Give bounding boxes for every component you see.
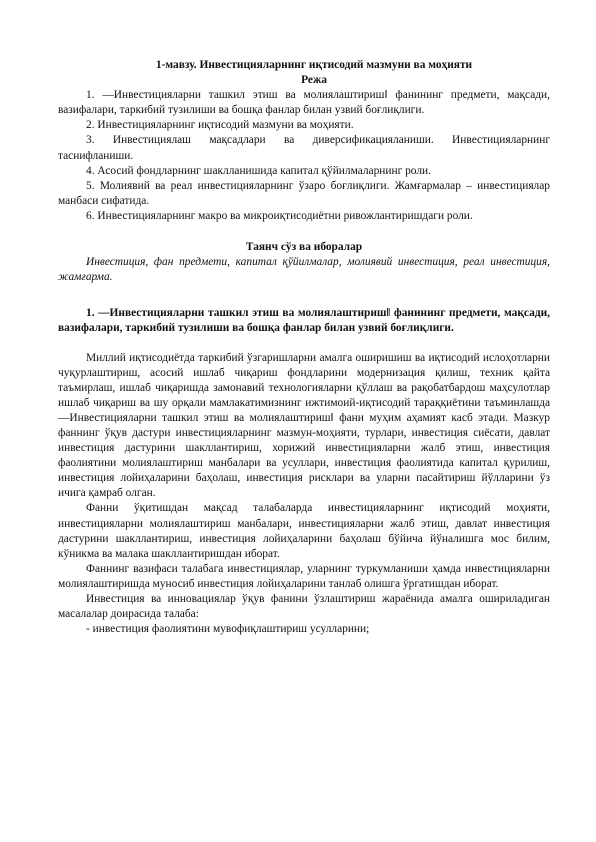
body-paragraph: Фанни ўқитишдан мақсад талабаларда инвестицияларнинг иқтисодий моҳияти, инвестицияларни молиялаштириш манбалари, инвестицияларни жалб этиш, давлат инвестиция дастурини шакллантириш, инвестиция лойиҳаларини баҳолаш бўйича йўналишга мос билим, кўникма ва малака шакллантиришдан иборат. — [58, 502, 550, 560]
plan-item: 5. Молиявий ва реал инвестицияларнинг ўзаро боғлиқлиги. Жамғармалар – инвестициялар манбаси сифатида. — [58, 179, 550, 207]
keywords-text: Инвестиция, фан предмети, капитал қўйилмалар, молиявий инвестиция, реал инвестиция, жамғарма. — [58, 256, 550, 284]
section-heading: 1. ―Инвестицияларни ташкил этиш ва молиялаштириш‖ фанининг предмети, мақсади, вазифалари, таркибий тузилиши ва бошқа фанлар билан узвий боғлиқлиги. — [58, 307, 550, 335]
plan-heading: Режа — [301, 74, 327, 87]
keywords-heading: Таянч сўз ва иборалар — [245, 241, 363, 254]
body-paragraph: Инвестиция ва инновациялар ўқув фанини ўзлаштириш жараёнида амалга ошириладиган масалалар доирасида талаба: — [58, 593, 550, 621]
body-paragraph: Фаннинг вазифаси талабага инвестициялар, уларнинг туркумланиши ҳамда инвестицияларни молиялаштиришда муносиб инвестиция лойиҳаларини танлаб олишга ўргатишдан иборат. — [58, 562, 550, 590]
plan-list — [58, 88, 550, 224]
plan-item: 1. ―Инвестицияларни ташкил этиш ва молиялаштириш‖ фанининг предмети, мақсади, вазифалари, таркибий тузилиши ва бошқа фанлар билан узвий боғлиқлиги. — [58, 89, 550, 117]
document-title: 1-мавзу. Инвестицияларнинг иқтисодий мазмуни ва моҳияти — [155, 59, 473, 71]
plan-item: 3. Инвестициялаш мақсадлари ва диверсификацияланиши. Инвестицияларнинг таснифланиши. — [58, 134, 550, 162]
plan-item: 4. Асосий фондларнинг шаклланишида капитал қўйилмаларнинг роли. — [86, 164, 431, 177]
body-paragraph: Миллий иқтисодиётда таркибий ўзгаришларни амалга оширишиш ва иқтисодий ислоҳотларни чуқурлаштириш, асосий ишлаб чиқариш фондларини модернизация қилиш, техник қайта таъмирлаш, ишлаб чиқаришда замонавий технологияларни қўллаш ва рақобатбардош маҳсулотлар ишлаб чиқариш ва шу орқали мамлакатимизнинг ижтимоий-иқтисодий тараққиётини таъминлашда ―Инвестицияларни ташкил этиш ва молиялаштириш‖ фани муҳим аҳамият касб этади. Мазкур фаннинг ўқув дастури инвестицияларнинг мазмун-моҳияти, турлари, инвестиция сиёсати, давлат инвестиция дастурини шакллантириш, хорижий инвестицияларни жалб этиш, инвестиция фаолиятини молиялаштириш манбалари ва усуллари, инвестиция фаолиятида капитал қурилиш, инвестиция лойиҳаларини баҳолаш, инвестиция рисклари ва уларни пасайтириш йўлларини ўз ичига қамраб олган. — [58, 351, 550, 500]
list-item: - инвестиция фаолиятини мувофиқлаштириш усулларини; — [86, 623, 370, 636]
plan-item: 6. Инвестицияларнинг макро ва микроиқтисодиётни ривожлантиришдаги роли. — [86, 209, 473, 222]
plan-item: 2. Инвестицияларнинг иқтисодий мазмуни ва моҳияти. — [86, 119, 354, 132]
